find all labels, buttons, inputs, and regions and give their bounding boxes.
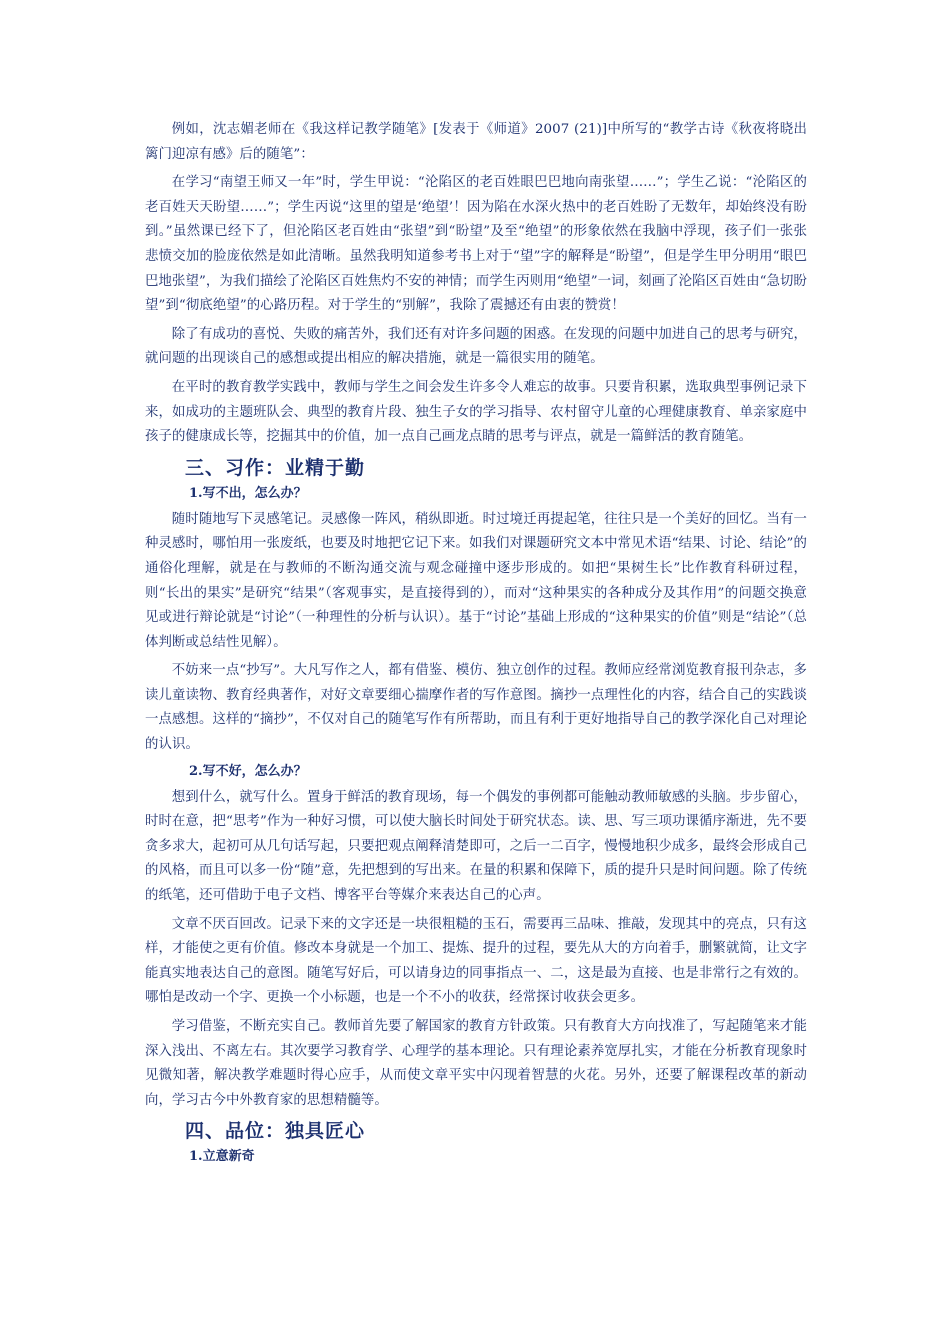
subheading-3-1: 1.写不出，怎么办？ (189, 485, 307, 501)
section-heading-4: 四、品位：独具匠心 (185, 1120, 366, 1143)
subheading-4-1: 1.立意新奇 (189, 1149, 255, 1165)
paragraph: 在学习“南望王师又一年”时，学生甲说：“沦陷区的老百姓眼巴巴地向南张望……”；学生乙说：“沦陷区的老百姓天天盼望……”；学生丙说“这里的望是‘绝望’！因为陷在水深火热中的老百姓盼了无数年，却始终没有盼到。”虽然课已经下了，但沦陷区老百姓由“张望”到“盼望”及至“绝望”的形象依然在我脑中浮现，孩子们一张张悲愤交加的脸庞依然是如此清晰。虽然我明知道参考书上对于“望”字的解释是“盼望”，但是学生甲分明用“眼巴巴地张望”，为我们描绘了沦陷区百姓焦灼不安的神情；而学生丙则用“绝望”一词，刻画了沦陷区百姓由“急切盼望”到“彻底绝望”的心路历程。对于学生的“别解”，我除了震撼还有由衷的赞赏！ (145, 175, 807, 314)
paragraph: 除了有成功的喜悦、失败的痛苦外，我们还有对许多问题的困惑。在发现的问题中加进自己的思考与研究，就问题的出现谈自己的感想或提出相应的解决措施，就是一篇很实用的随笔。 (145, 326, 807, 367)
paragraph: 学习借鉴，不断充实自己。教师首先要了解国家的教育方针政策。只有教育大方向找准了，写起随笔来才能深入浅出、不离左右。其次要学习教育学、心理学的基本理论。只有理论素养宽厚扎实，才能在分析教育现象时见微知著，解决教学难题时得心应手，从而使文章平实中闪现着智慧的火花。另外，还要了解课程改革的新动向，学习古今中外教育家的思想精髓等。 (145, 1019, 807, 1108)
subheading-3-2: 2.写不好，怎么办？ (189, 763, 307, 779)
paragraph: 例如，沈志媚老师在《我这样记教学随笔》[发表于《师道》2007 (21)]中所写的“教学古诗《秋夜将晓出篱门迎凉有感》后的随笔”： (145, 122, 807, 162)
paragraph: 不妨来一点“抄写”。大凡写作之人，都有借鉴、模仿、独立创作的过程。教师应经常浏览教育报刊杂志，多读儿童读物、教育经典著作，对好文章要细心揣摩作者的写作意图。摘抄一点理性化的内容，结合自己的实践谈一点感想。这样的“摘抄”，不仅对自己的随笔写作有所帮助，而且有利于更好地指导自己的教学深化自己对理论的认识。 (145, 663, 807, 753)
paragraph: 随时随地写下灵感笔记。灵感像一阵风，稍纵即逝。时过境迁再提起笔，往往只是一个美好的回忆。当有一种灵感时，哪怕用一张废纸，也要及时地把它记下来。如我们对课题研究文本中常见术语“结果、讨论、结论”的通俗化理解，就是在与教师的不断沟通交流与观念碰撞中逐步形成的。如把“果树生长”比作教育科研过程，则“长出的果实”是研究“结果”（客观事实，是直接得到的），而对“这种果实的各种成分及其作用”的问题交换意见或进行辩论就是“讨论”（一种理性的分析与认识）。基于“讨论”基础上形成的“这种果实的价值”则是“结论”（总体判断或总结性见解）。 (145, 511, 807, 650)
paragraph: 想到什么，就写什么。置身于鲜活的教育现场，每一个偶发的事例都可能触动教师敏感的头脑。步步留心，时时在意，把“思考”作为一种好习惯，可以使大脑长时间处于研究状态。读、思、写三项功课循序渐进，先不要贪多求大，起初可从几句话写起，只要把观点阐释清楚即可，之后一二百字，慢慢地积少成多，最终会形成自己的风格，而且可以多一份“随”意，先把想到的写出来。在量的积累和保障下，质的提升只是时间问题。除了传统的纸笔，还可借助于电子文档、博客平台等媒介来表达自己的心声。 (145, 789, 807, 904)
document-page (145, 118, 807, 1171)
paragraph: 文章不厌百回改。记录下来的文字还是一块很粗糙的玉石，需要再三品味、推敲，发现其中的亮点，只有这样，才能使之更有价值。修改本身就是一个加工、提炼、提升的过程，要先从大的方向着手，删繁就简，让文字能真实地表达自己的意图。随笔写好后，可以请身边的同事指点一、二，这是最为直接、也是非常行之有效的。哪怕是改动一个字、更换一个小标题，也是一个不小的收获，经常探讨收获会更多。 (145, 916, 807, 1006)
section-heading-3: 三、习作：业精于勤 (185, 456, 366, 479)
paragraph: 在平时的教育教学实践中，教师与学生之间会发生许多令人难忘的故事。只要肯积累，选取典型事例记录下来，如成功的主题班队会、典型的教育片段、独生子女的学习指导、农村留守儿童的心理健康教育、单亲家庭中孩子的健康成长等，挖掘其中的价值，加一点自己画龙点睛的思考与评点，就是一篇鲜活的教育随笔。 (145, 379, 807, 445)
